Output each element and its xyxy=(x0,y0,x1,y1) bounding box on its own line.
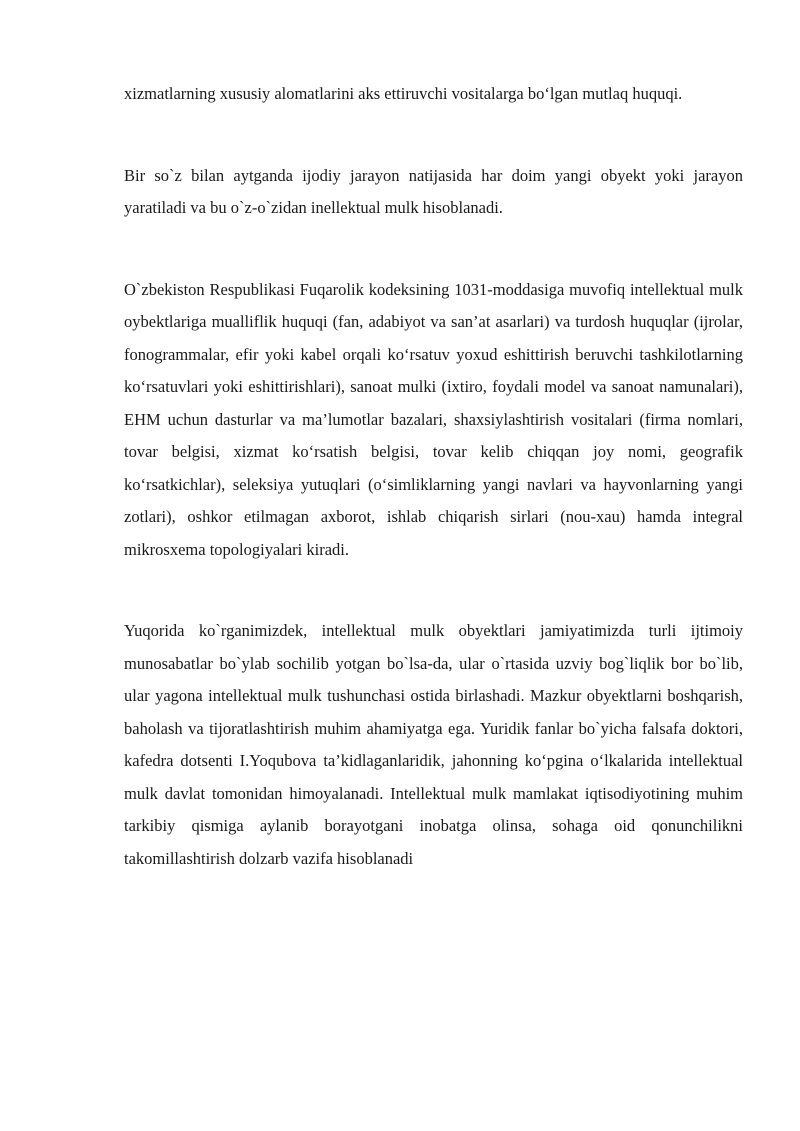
paragraph-2: Bir so`z bilan aytganda ijodiy jarayon natijasida har doim yangi obyekt yoki jarayon yaratiladi va bu o`z-o`zidan inellektual mulk hisoblanadi. xyxy=(124,165,743,217)
document-page xyxy=(124,78,743,875)
paragraph-1: xizmatlarning xususiy alomatlarini aks ettiruvchi vositalarga bo‘lgan mutlaq huquqi. xyxy=(124,84,683,103)
paragraph-3: O`zbekiston Respublikasi Fuqarolik kodeksining 1031-moddasiga muvofiq intellektual mulk oybektlariga mualliflik huquqi (fan, adabiyot va san’at asarlari) va turdosh huquqlar (ijrolar, fonogrammalar, efir yoki kabel orqali ko‘rsatuv yoxud eshittirish beruvchi tashkilotlarning ko‘rsatuvlari yoki eshittirishlari), sanoat mulki (ixtiro, foydali model va sanoat namunalari), EHM uchun dasturlar va ma’lumotlar bazalari, shaxsiylashtirish vositalari (firma nomlari, tovar belgisi, xizmat ko‘rsatish belgisi, tovar kelib chiqqan joy nomi, geografik ko‘rsatkichlar), seleksiya yutuqlari (o‘simliklarning yangi navlari va hayvonlarning yangi zotlari), oshkor etilmagan axborot, ishlab chiqarish sirlari (nou-xau) hamda integral mikrosxema topologiyalari kiradi. xyxy=(124,279,743,559)
paragraph-4: Yuqorida ko`rganimizdek, intellektual mulk obyektlari jamiyatimizda turli ijtimoiy munosabatlar bo`ylab sochilib yotgan bo`lsa-da, ular o`rtasida uzviy bog`liqlik bor bo`lib, ular yagona intellektual mulk tushunchasi ostida birlashadi. Mazkur obyektlarni boshqarish, baholash va tijoratlashtirish muhim ahamiyatga ega. Yuridik fanlar bo`yicha falsafa doktori, kafedra dotsenti I.Yoqubova ta’kidlaganlaridik, jahonning ko‘pgina o‘lkalarida intellektual mulk davlat tomonidan himoyalanadi. Intellektual mulk mamlakat iqtisodiyotining muhim tarkibiy qismiga aylanib borayotgani inobatga olinsa, sohaga oid qonunchilikni takomillashtirish dolzarb vazifa hisoblanadi xyxy=(124,621,743,868)
